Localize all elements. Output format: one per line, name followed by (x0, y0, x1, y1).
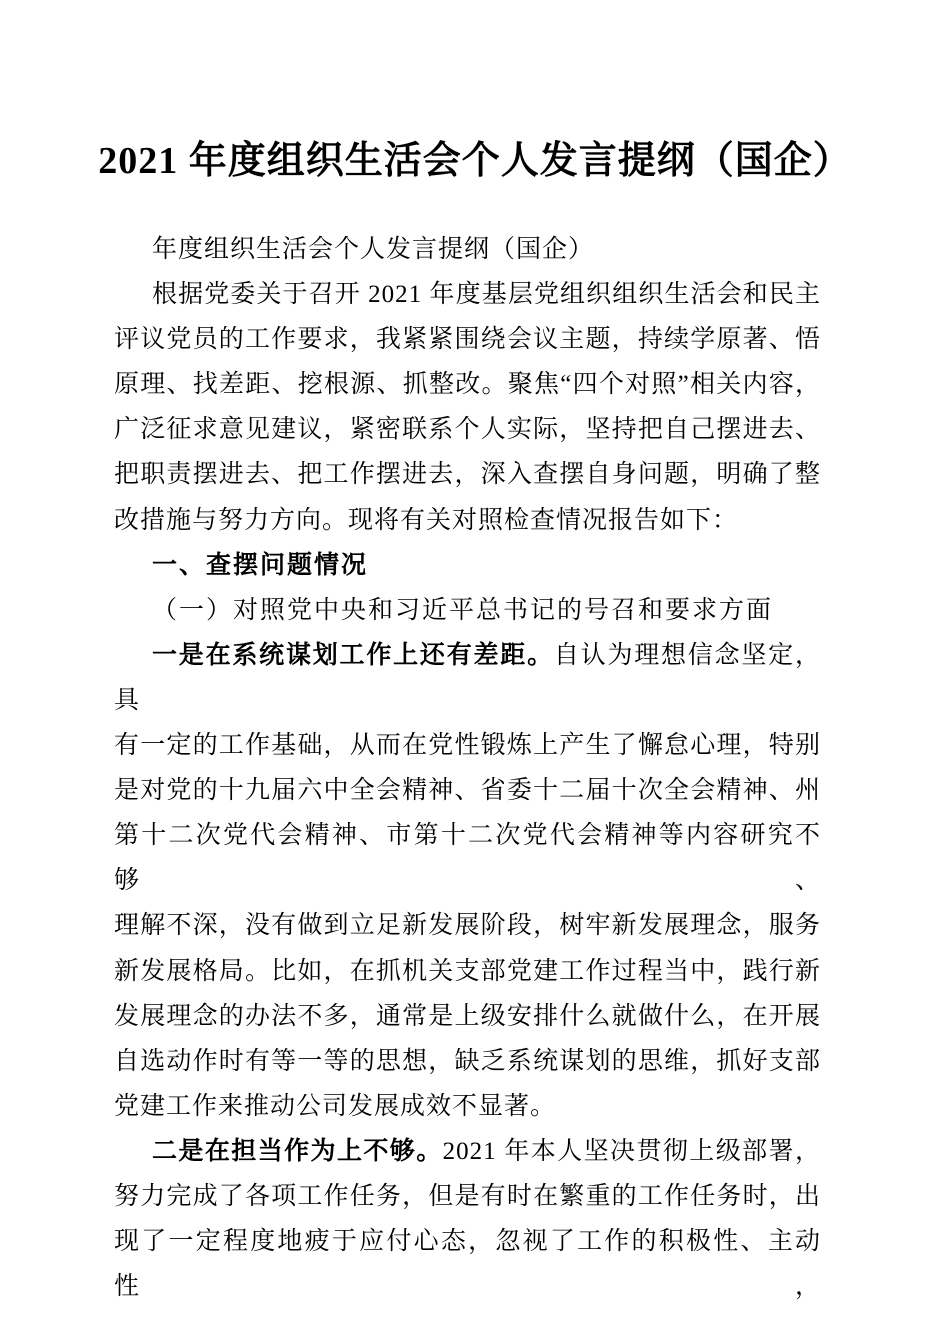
text-line (114, 1129, 821, 1174)
text-line (114, 903, 821, 948)
emphasis-text-run: 一是在系统谋划工作上还有差距。 (152, 641, 554, 669)
heading-level2 (114, 588, 821, 633)
emphasis-text-run: 一、查摆问题情况 (152, 550, 369, 579)
text-run: 改措施与努力方向。现将有关对照检查情况报告如下： (114, 506, 739, 534)
text-line (114, 813, 821, 903)
heading-level1 (114, 543, 821, 588)
text-run: 评议党员的工作要求，我紧紧围绕会议主题，持续学原著、悟 (114, 326, 821, 354)
text-line (114, 227, 821, 272)
text-run: 现了一定程度地疲于应付心态，忽视了工作的积极性、主动性， (114, 1228, 821, 1301)
paragraph (114, 227, 821, 272)
text-line (114, 1084, 821, 1129)
paragraph (114, 1129, 821, 1309)
document-title: 2021 年度组织生活会个人发言提纲（国企） (98, 140, 852, 182)
text-line (114, 498, 821, 543)
text-run: 有一定的工作基础，从而在党性锻炼上产生了懈怠心理，特别 (114, 732, 821, 760)
text-line (114, 543, 821, 588)
text-line (114, 994, 821, 1039)
text-run: 努力完成了各项工作任务，但是有时在繁重的工作任务时，出 (114, 1182, 821, 1210)
text-run: （一）对照党中央和习近平总书记的号召和要求方面 (152, 596, 774, 624)
paragraph (114, 633, 821, 1129)
text-line (114, 768, 821, 813)
text-run: 党建工作来推动公司发展成效不显著。 (114, 1092, 557, 1120)
text-line (114, 317, 821, 362)
text-run: 第十二次党代会精神、市第十二次党代会精神等内容研究不够、 (114, 822, 821, 895)
document-body (114, 227, 821, 1309)
paragraph (114, 272, 821, 543)
text-line (114, 362, 821, 407)
text-run: 年度组织生活会个人发言提纲（国企） (152, 236, 595, 263)
text-line (114, 1174, 821, 1219)
text-run: 自认为理想信念坚定，具 (114, 641, 821, 714)
text-run: 新发展格局。比如，在抓机关支部党建工作过程当中，践行新 (114, 957, 821, 985)
text-run: 自选动作时有等一等的思想，缺乏系统谋划的思维，抓好支部 (114, 1047, 821, 1075)
text-line (114, 1039, 821, 1084)
emphasis-text-run: 二是在担当作为上不够。 (152, 1137, 443, 1165)
text-line (114, 633, 821, 723)
text-line (114, 407, 821, 452)
text-run: 是对党的十九届六中全会精神、省委十二届十次全会精神、州 (114, 777, 821, 805)
text-line (114, 588, 821, 633)
text-line (114, 452, 821, 497)
text-line (114, 272, 821, 317)
text-run: 把职责摆进去、把工作摆进去，深入查摆自身问题，明确了整 (114, 461, 821, 489)
text-run: 广泛征求意见建议，紧密联系个人实际，坚持把自己摆进去、 (114, 416, 821, 444)
text-line (114, 1219, 821, 1309)
text-run: 根据党委关于召开 2021 年度基层党组织组织生活会和民主 (152, 281, 821, 309)
text-run: 理解不深，没有做到立足新发展阶段，树牢新发展理念，服务 (114, 912, 821, 940)
text-run: 2021 年本人坚决贯彻上级部署， (442, 1137, 821, 1165)
text-line (114, 723, 821, 768)
text-run: 原理、找差距、挖根源、抓整改。聚焦“四个对照”相关内容， (114, 371, 821, 399)
text-line (114, 949, 821, 994)
text-run: 发展理念的办法不多，通常是上级安排什么就做什么，在开展 (114, 1002, 821, 1030)
